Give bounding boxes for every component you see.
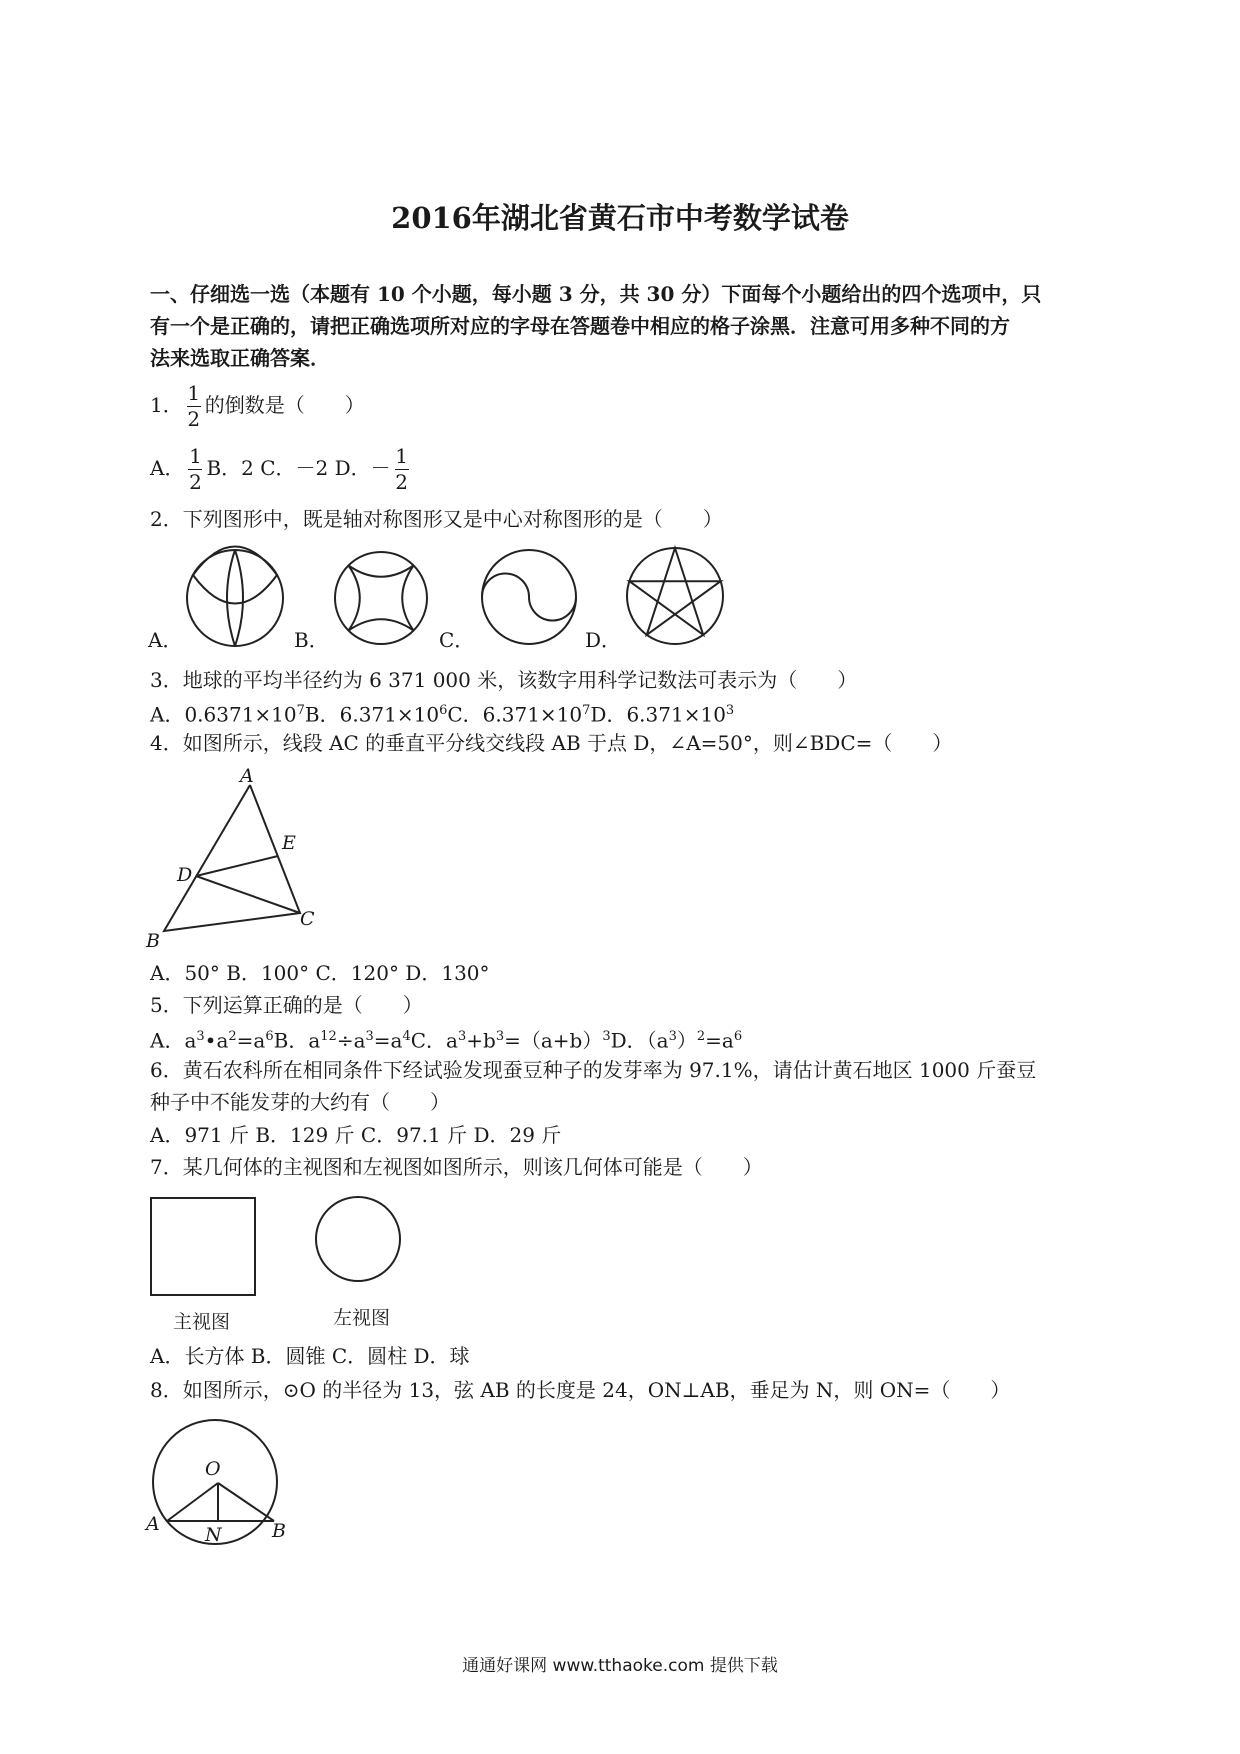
text: ÷a <box>336 1028 366 1053</box>
q8-label-n: N <box>205 1524 222 1546</box>
question-5-stem: 5．下列运算正确的是（ ） <box>150 993 423 1017</box>
question-4-options: A．50° B．100° C．120° D．130° <box>150 961 490 985</box>
exponent: 3 <box>602 1029 611 1044</box>
q2-figure-a-petals <box>185 548 285 648</box>
text: C．a <box>410 1028 458 1053</box>
q2-option-a-label: A． <box>148 628 183 652</box>
exponent: 12 <box>320 1029 337 1044</box>
numerator: 1 <box>187 381 201 405</box>
options-bcd: B．2 C．－2 D．－ <box>206 456 391 480</box>
q4-label-e: E <box>282 832 296 854</box>
exponent: 2 <box>696 1029 706 1044</box>
option-d-fraction <box>395 446 409 493</box>
exponent: 3 <box>725 703 735 718</box>
denominator: 2 <box>395 470 409 494</box>
exponent: 7 <box>582 703 591 718</box>
option-a: A．0.6371×10 <box>150 702 297 727</box>
q7-left-view-circle <box>314 1195 402 1283</box>
question-6-stem-line2: 种子中不能发芽的大约有（ ） <box>150 1090 450 1114</box>
section-instructions-line2: 有一个是正确的，请把正确选项所对应的字母在答题卷中相应的格子涂黑．注意可用多种不同的方 <box>150 314 1010 338</box>
q8-label-a: A <box>146 1513 160 1535</box>
q4-label-d: D <box>177 864 193 886</box>
text: +b <box>466 1028 496 1053</box>
question-3-stem: 3．地球的平均半径约为 6 371 000 米，该数字用科学记数法可表示为（ ） <box>150 668 858 692</box>
text: =a <box>236 1028 266 1053</box>
text: ） <box>676 1028 697 1053</box>
exponent: 3 <box>196 1029 205 1044</box>
question-1-options <box>150 446 413 493</box>
q7-left-view-label: 左视图 <box>333 1307 391 1329</box>
q4-label-c: C <box>300 908 315 930</box>
exponent: 6 <box>439 703 448 718</box>
question-4-stem: 4．如图所示，线段 AC 的垂直平分线交线段 AB 于点 D，∠A=50°，则∠BDC=（ ） <box>150 731 953 755</box>
numerator: 1 <box>189 444 202 468</box>
question-5-options <box>150 1022 742 1056</box>
exponent: 6 <box>733 1029 743 1044</box>
text: =a <box>373 1028 403 1053</box>
q2-option-b-label: B． <box>294 628 329 652</box>
text: •a <box>204 1028 229 1053</box>
q2-figure-c <box>480 548 578 646</box>
option-a-fraction <box>188 446 202 493</box>
denominator: 2 <box>189 470 202 494</box>
text: =（a+b） <box>504 1028 603 1053</box>
question-3-options <box>150 696 734 730</box>
denominator: 2 <box>187 407 201 431</box>
question-1-stem: 的倒数是（ ） <box>204 393 365 417</box>
exponent: 6 <box>265 1029 274 1044</box>
question-1 <box>150 383 365 430</box>
question-6-options: A．971 斤 B．129 斤 C．97.1 斤 D．29 斤 <box>150 1123 562 1147</box>
page-title: 2016年湖北省黄石市中考数学试卷 <box>391 201 849 235</box>
question-7-stem: 7．某几何体的主视图和左视图如图所示，则该几何体可能是（ ） <box>150 1155 763 1179</box>
fraction-half <box>187 383 201 430</box>
text: A．a <box>150 1028 197 1053</box>
text: B．a <box>273 1028 321 1053</box>
q2-option-d-label: D． <box>585 628 622 652</box>
option-a-label: A． <box>150 456 185 480</box>
option-b: B．6.371×10 <box>304 702 440 727</box>
q2-figure-d <box>625 546 725 646</box>
exponent: 2 <box>228 1029 237 1044</box>
option-c: C．6.371×10 <box>447 702 583 727</box>
q8-label-o: O <box>205 1458 221 1480</box>
text: =a <box>705 1028 734 1053</box>
question-7-options: A．长方体 B．圆锥 C．圆柱 D．球 <box>150 1344 470 1368</box>
q4-label-b: B <box>146 930 160 952</box>
exponent: 4 <box>402 1029 411 1044</box>
question-8-stem: 8．如图所示，⊙O 的半径为 13，弦 AB 的长度是 24，ON⊥AB，垂足为 N，则 ON=（ ） <box>150 1378 1011 1402</box>
exponent: 3 <box>365 1029 374 1044</box>
q7-front-view-label: 主视图 <box>173 1311 231 1333</box>
question-1-number: 1． <box>150 393 183 417</box>
exponent: 3 <box>457 1029 467 1044</box>
text: D．（a <box>610 1028 669 1053</box>
exponent: 3 <box>495 1029 505 1044</box>
numerator: 1 <box>395 444 409 468</box>
exponent: 7 <box>296 703 305 718</box>
option-d: D．6.371×10 <box>590 702 726 727</box>
q2-figure-b <box>333 550 429 646</box>
page-footer: 通通好课网 www.tthaoke.com 提供下载 <box>462 1656 778 1676</box>
exponent: 3 <box>668 1029 677 1044</box>
q4-label-a: A <box>240 765 254 787</box>
section-instructions-line3: 法来选取正确答案． <box>150 346 330 370</box>
question-6-stem-line1: 6．黄石农科所在相同条件下经试验发现蚕豆种子的发芽率为 97.1%，请估计黄石地区 1000 斤蚕豆 <box>150 1058 1037 1082</box>
q2-option-c-label: C． <box>439 628 475 652</box>
question-2-stem: 2．下列图形中，既是轴对称图形又是中心对称图形的是（ ） <box>150 507 723 531</box>
section-instructions-line1: 一、仔细选一选（本题有 10 个小题，每小题 3 分，共 30 分）下面每个小题给出的四个选项中，只 <box>150 282 1042 306</box>
q8-label-b: B <box>272 1520 286 1542</box>
q7-front-view-square <box>150 1197 256 1297</box>
